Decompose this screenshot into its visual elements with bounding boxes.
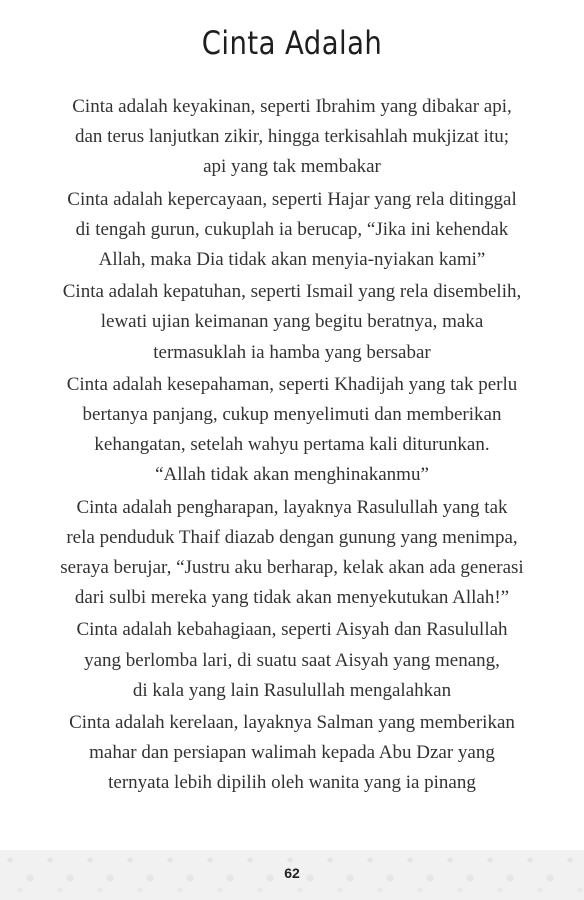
poem-body [10, 92, 574, 801]
poem-line: Allah, maka Dia tidak akan menyia-nyiakan kami” [98, 249, 486, 271]
poem-line: dan terus lanjutkan zikir, hingga terkisahlah mukjizat itu; [74, 126, 509, 148]
stanza [10, 615, 574, 706]
stanza [10, 277, 574, 368]
poem-line: ternyata lebih dipilih oleh wanita yang ia pinang [108, 772, 476, 794]
poem-line: Cinta adalah keyakinan, seperti Ibrahim yang dibakar api, [72, 96, 512, 117]
poem-line: lewati ujian keimanan yang begitu beratnya, maka [100, 311, 484, 333]
stanza [10, 708, 574, 799]
poem-line: Cinta adalah kebahagiaan, seperti Aisyah dan Rasulullah [76, 619, 508, 641]
poem-line: termasuklah ia hamba yang bersabar [153, 341, 431, 363]
stanza [10, 493, 574, 614]
poem-line: kehangatan, setelah wahyu pertama kali diturunkan. [94, 434, 490, 456]
poem-line: dari sulbi mereka yang tidak akan menyekutukan Allah!” [74, 587, 510, 609]
stanza [10, 185, 574, 276]
poem-line: mahar dan persiapan walimah kepada Abu Dzar yang [89, 742, 495, 764]
stanza [10, 92, 574, 183]
stanza [10, 370, 574, 491]
poem-line: Cinta adalah kepatuhan, seperti Ismail yang rela disembelih, [62, 281, 522, 303]
poem-line: di tengah gurun, cukuplah ia berucap, “Jika ini kehendak [75, 218, 509, 240]
poem-line: “Allah tidak akan menghinakanmu” [155, 464, 429, 486]
poem-line: api yang tak membakar [203, 156, 381, 178]
poem-line: rela penduduk Thaif diazab dengan gunung yang menimpa, [66, 526, 518, 548]
page-number: 62 [284, 865, 300, 881]
poem-line: Cinta adalah pengharapan, layaknya Rasulullah yang tak [76, 496, 508, 518]
page-title: Cinta Adalah [201, 24, 383, 62]
poem-line: yang berlomba lari, di suatu saat Aisyah yang menang, [84, 649, 500, 671]
poem-line: Cinta adalah kerelaan, layaknya Salman yang memberikan [69, 712, 515, 734]
poem-line: Cinta adalah kesepahaman, seperti Khadijah yang tak perlu [66, 373, 518, 395]
poem-line: seraya berujar, “Justru aku berharap, kelak akan ada generasi [60, 557, 524, 579]
poem-line: di kala yang lain Rasulullah mengalahkan [132, 679, 452, 701]
poem-line: bertanya panjang, cukup menyelimuti dan memberikan [82, 404, 502, 426]
poem-line: Cinta adalah kepercayaan, seperti Hajar yang rela ditinggal [67, 188, 517, 210]
